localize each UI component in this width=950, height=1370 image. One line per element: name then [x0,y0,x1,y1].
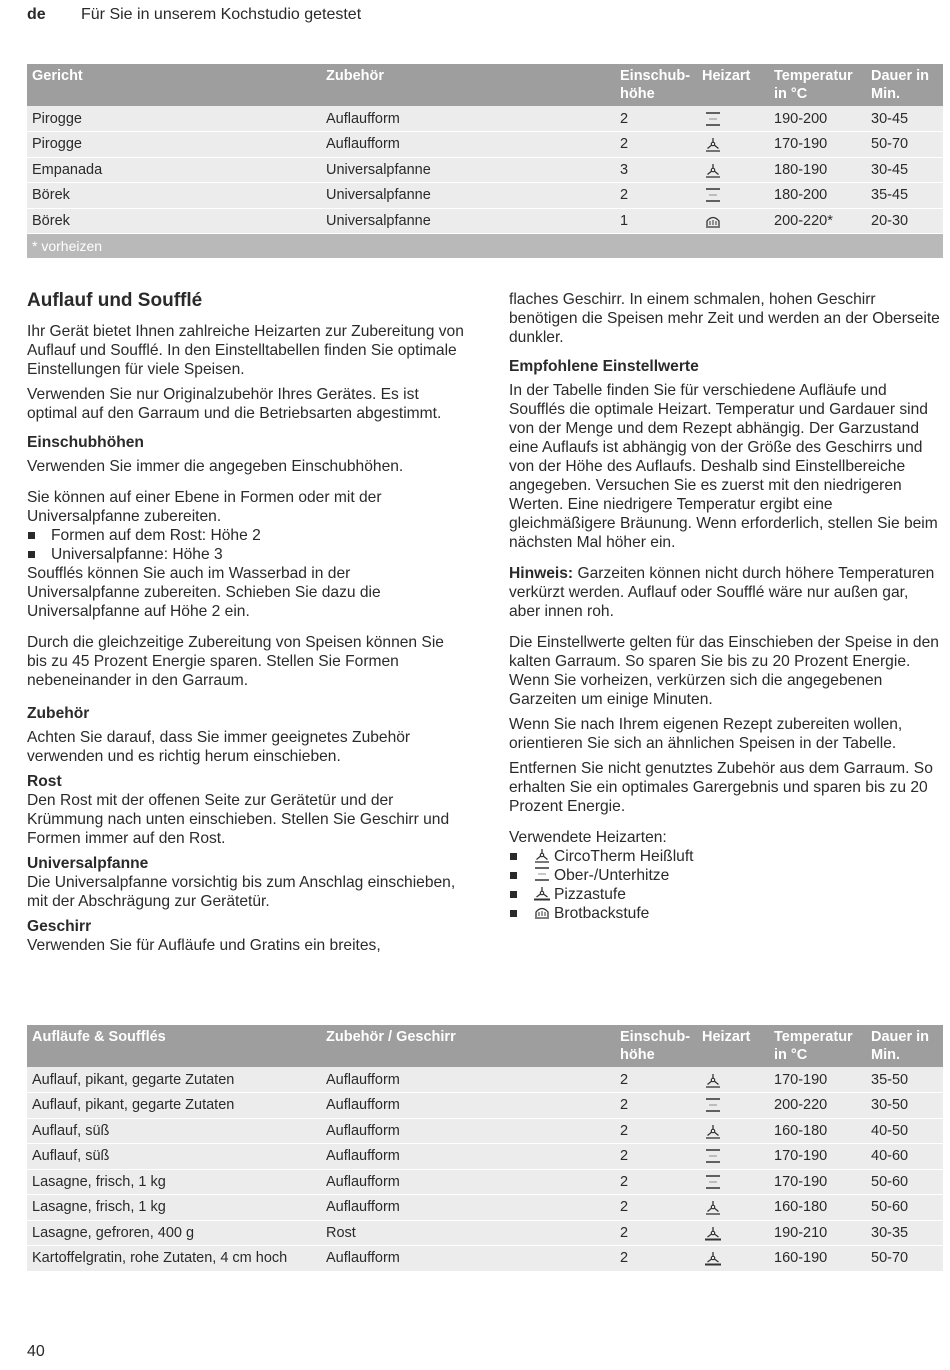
section-title: Für Sie in unserem Kochstudio getestet [81,6,362,23]
paragraph: Die Einstellwerte gelten für das Einschieben der Speise in den kalten Garraum. So sparen Sie bis zu 20 Prozent Energie. Wenn Sie vorheizen, verkürzen sich die angegebenen Garzeiten um einige Minuten. [509,634,939,708]
table-cell: Auflauf, pikant, gegarte Zutaten [27,1067,321,1093]
note-label: Hinweis: [509,565,574,582]
table-cell: 2 [615,106,697,132]
table-row [27,1093,943,1119]
circotherm-icon [697,1067,769,1093]
paragraph: flaches Geschirr. In einem schmalen, hohen Geschirr benötigen die Speisen mehr Zeit und werden an der Oberseite dunkler. [509,291,940,346]
table-cell: 190-210 [769,1220,866,1246]
ober-unterhitze-icon [697,1144,769,1170]
paragraph: Ihr Gerät bietet Ihnen zahlreiche Heizarten zur Zubereitung von Auflauf und Soufflé. In den Einstelltabellen finden Sie optimale Einstellungen für viele Speisen. [27,323,464,378]
column-header: Heizart [697,1025,769,1067]
note-text: Garzeiten können nicht durch höhere Temperaturen verkürzt werden. Auflauf oder Soufflé wäre nur außen gar, aber innen roh. [509,565,935,620]
heating-mode-label: Brotbackstufe [554,905,650,922]
table-cell: 2 [615,1246,697,1272]
list-item [509,904,943,923]
bullet-list [27,526,467,564]
table-cell: 2 [615,1093,697,1119]
table-cell: 1 [615,208,697,234]
section-heading: Auflauf und Soufflé [27,290,203,311]
table-cell: Empanada [27,157,321,183]
pizzastufe-icon [697,1220,769,1246]
left-column [27,290,467,961]
table-cell: Universalpfanne [321,183,615,209]
subheading: Rost [27,773,62,790]
table-cell: 170-190 [769,1169,866,1195]
table-cell: Universalpfanne [321,157,615,183]
brotbackstufe-icon [697,208,769,234]
table-cell: 200-220* [769,208,866,234]
table-cell: 50-60 [866,1195,943,1221]
table-cell: 170-190 [769,132,866,158]
table-cell: 20-30 [866,208,943,234]
table-row [27,1246,943,1272]
table-cell: Börek [27,183,321,209]
table-cell: Auflauf, süß [27,1118,321,1144]
table-row [27,1169,943,1195]
table-cell: 50-70 [866,132,943,158]
note-paragraph [509,564,943,621]
circotherm-icon [533,848,554,865]
table-cell: Auflauf, süß [27,1144,321,1170]
heating-modes-list [509,847,943,923]
table-cell: Pirogge [27,132,321,158]
paragraph: Verwenden Sie immer die angegeben Einschubhöhen. [27,458,404,475]
table-cell: Auflaufform [321,1144,615,1170]
table-cell: Lasagne, frisch, 1 kg [27,1169,321,1195]
table-cell: 2 [615,1169,697,1195]
list-item: Universalpfanne: Höhe 3 [27,545,467,564]
paragraph: In der Tabelle finden Sie für verschiedene Aufläufe und Soufflés die optimale Heizart. Temperatur und Gardauer sind von der Menge und dem Rezept abhängig. Der Garzustand eine Auflaufs ist abhängig von der Größe des Geschirrs und von der Höhe des Auflaufs. Deshalb sind Einstellbereiche angegeben. Versuchen Sie es zuerst mit den niedrigeren Werten. Eine niedrigere Temperatur ergibt eine gleichmäßigere Bräunung. Wenn erforderlich, stellen Sie beim nächsten Mal höher ein. [509,382,938,551]
table-cell: 30-50 [866,1093,943,1119]
column-header: Temperatur in °C [769,1025,866,1067]
page-number: 40 [27,1343,45,1360]
paragraph: Den Rost mit der offenen Seite zur Gerätetür und der Krümmung nach unten einschieben. Stellen Sie Geschirr und Formen immer auf den Rost. [27,792,450,847]
brotbackstufe-icon [533,905,554,922]
column-header: Zubehör [321,64,615,106]
table-cell: Rost [321,1220,615,1246]
table-row [27,1220,943,1246]
paragraph: Wenn Sie nach Ihrem eigenen Rezept zubereiten wollen, orientieren Sie sich an ähnlichen Speisen in der Tabelle. [509,716,903,752]
paragraph: Verwendete Heizarten: [509,829,667,846]
paragraph: Sie können auf einer Ebene in Formen oder mit der Universalpfanne zubereiten. [27,489,382,525]
column-header: Einschub-höhe [615,1025,697,1067]
table-row [27,106,943,132]
paragraph: Entfernen Sie nicht genutztes Zubehör aus dem Garraum. So erhalten Sie ein optimales Garergebnis und sparen bis zu 20 Prozent Energie. [509,760,933,815]
table-cell: Auflaufform [321,1118,615,1144]
table-row [27,157,943,183]
table-cell: Auflaufform [321,1067,615,1093]
column-header: Temperatur in °C [769,64,866,106]
table-cell: 2 [615,1144,697,1170]
table-cell: Kartoffelgratin, rohe Zutaten, 4 cm hoch [27,1246,321,1272]
column-header: Heizart [697,64,769,106]
table-cell: 30-45 [866,157,943,183]
ober-unterhitze-icon [533,867,554,884]
table-header-row [27,64,943,106]
table-cell: 2 [615,1195,697,1221]
heating-mode-label: CircoTherm Heißluft [554,848,694,865]
table-row [27,1144,943,1170]
table-cell: 50-60 [866,1169,943,1195]
table-cell: 2 [615,1220,697,1246]
table-cell: 2 [615,1118,697,1144]
subheading: Empfohlene Einstellwerte [509,358,699,375]
pizzastufe-icon [697,1246,769,1272]
table-cell: Auflauf, pikant, gegarte Zutaten [27,1093,321,1119]
table-row [27,1118,943,1144]
table-row [27,208,943,234]
ober-unterhitze-icon [697,1169,769,1195]
table-cell: 180-190 [769,157,866,183]
table-cell: Universalpfanne [321,208,615,234]
table-row [27,1195,943,1221]
list-item: Formen auf dem Rost: Höhe 2 [27,526,467,545]
table-row [27,132,943,158]
heating-mode-label: Pizzastufe [554,886,626,903]
subheading: Einschubhöhen [27,434,144,451]
paragraph: Verwenden Sie nur Originalzubehör Ihres Gerätes. Es ist optimal auf den Garraum und die Betriebsarten abgestimmt. [27,386,442,422]
column-header: Einschub-höhe [615,64,697,106]
table-cell: 50-70 [866,1246,943,1272]
table-cell: 35-50 [866,1067,943,1093]
heating-mode-label: Ober-/Unterhitze [554,867,670,884]
subheading: Universalpfanne [27,855,149,872]
table-cell: Auflaufform [321,1195,615,1221]
ober-unterhitze-icon [697,183,769,209]
ober-unterhitze-icon [697,106,769,132]
table-cell: Auflaufform [321,132,615,158]
table-cell: 160-180 [769,1118,866,1144]
list-item [509,866,943,885]
column-header: Dauer in Min. [866,64,943,106]
table-cell: 2 [615,1067,697,1093]
column-header: Dauer in Min. [866,1025,943,1067]
column-header: Gericht [27,64,321,106]
table-footnote: * vorheizen [27,234,943,258]
table-cell: 190-200 [769,106,866,132]
circotherm-icon [697,1195,769,1221]
table-cell: 2 [615,132,697,158]
circotherm-icon [697,1118,769,1144]
list-item [509,885,943,904]
table-cell: 30-45 [866,106,943,132]
table-cell: 40-60 [866,1144,943,1170]
table-cell: 40-50 [866,1118,943,1144]
table-cell: Lasagne, frisch, 1 kg [27,1195,321,1221]
paragraph: Soufflés können Sie auch im Wasserbad in der Universalpfanne zubereiten. Schieben Sie dazu die Universalpfanne auf Höhe 2 ein. [27,565,381,620]
table-cell: 170-190 [769,1144,866,1170]
table-auflaeufe [27,1025,943,1272]
circotherm-icon [697,132,769,158]
table-cell: 170-190 [769,1067,866,1093]
table-cell: Auflaufform [321,1093,615,1119]
table-cell: Börek [27,208,321,234]
column-header: Aufläufe & Soufflés [27,1025,321,1067]
table-cell: 3 [615,157,697,183]
table-cell: 200-220 [769,1093,866,1119]
paragraph: Durch die gleichzeitige Zubereitung von Speisen können Sie bis zu 45 Prozent Energie sparen. Stellen Sie Formen nebeneinander in den Garraum. [27,634,444,689]
paragraph: Die Universalpfanne vorsichtig bis zum Anschlag einschieben, mit der Abschrägung zur Gerätetür. [27,874,456,910]
table-row [27,1067,943,1093]
pizzastufe-icon [533,886,554,903]
table-cell: Lasagne, gefroren, 400 g [27,1220,321,1246]
table-cell: 30-35 [866,1220,943,1246]
subheading: Zubehör [27,705,90,722]
table-cell: Auflaufform [321,106,615,132]
table-cell: 35-45 [866,183,943,209]
table-cell: 2 [615,183,697,209]
right-column [509,290,943,923]
subheading: Geschirr [27,918,92,935]
table-cell: 160-180 [769,1195,866,1221]
table-cell: Auflaufform [321,1169,615,1195]
paragraph: Achten Sie darauf, dass Sie immer geeignetes Zubehör verwenden und es richtig herum einschieben. [27,729,411,765]
column-header: Zubehör / Geschirr [321,1025,615,1067]
table-row [27,183,943,209]
table-cell: Auflaufform [321,1246,615,1272]
table-header-row [27,1025,943,1067]
paragraph: Verwenden Sie für Aufläufe und Gratins ein breites, [27,937,381,954]
list-item [509,847,943,866]
circotherm-icon [697,157,769,183]
table-cell: 160-190 [769,1246,866,1272]
table-cell: 180-200 [769,183,866,209]
language-code: de [27,6,46,23]
table-cell: Pirogge [27,106,321,132]
table-pirogge [27,64,943,258]
ober-unterhitze-icon [697,1093,769,1119]
page-header [27,6,361,24]
